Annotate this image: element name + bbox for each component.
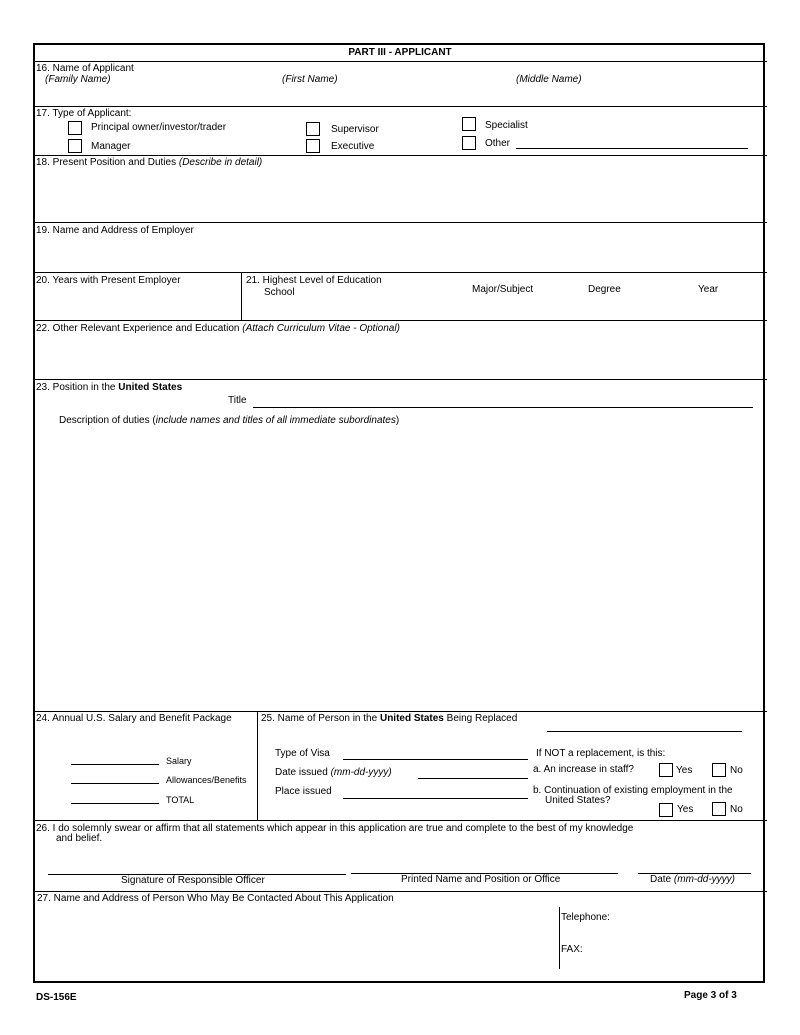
q16-label: 16. Name of Applicant — [36, 63, 134, 74]
printed-name-label: Printed Name and Position or Office — [401, 874, 561, 885]
increase-staff-yes-checkbox[interactable] — [659, 763, 673, 777]
place-issued-label: Place issued — [275, 786, 332, 797]
executive-checkbox[interactable] — [306, 139, 320, 153]
divider-q17 — [33, 155, 767, 156]
q26-date-label: Date (mm-dd-yyyy) — [650, 874, 736, 885]
q18-label: 18. Present Position and Duties (Describe in detail) — [36, 157, 263, 168]
other-checkbox[interactable] — [462, 136, 476, 150]
q21-major-label: Major/Subject — [472, 284, 534, 295]
q16-middle-name-label: (Middle Name) — [516, 74, 582, 85]
q23-description-input-area[interactable] — [40, 430, 760, 705]
visa-type-label: Type of Visa — [275, 748, 330, 759]
q21-label: 21. Highest Level of Education — [246, 275, 382, 286]
divider-q20-q21 — [241, 272, 242, 320]
q19-label: 19. Name and Address of Employer — [36, 225, 194, 236]
divider-q26 — [33, 891, 767, 892]
continuation-label-line1: b. Continuation of existing employment in the — [533, 785, 733, 796]
q16-first-name-label: (First Name) — [282, 74, 338, 85]
increase-staff-no-label: No — [730, 765, 743, 776]
q21-school-label: School — [264, 287, 295, 298]
divider-q18 — [33, 222, 767, 223]
continuation-yes-label: Yes — [677, 804, 694, 815]
divider-q20 — [33, 320, 767, 321]
part-title: PART III - APPLICANT — [348, 47, 452, 58]
divider-q24 — [33, 820, 767, 821]
continuation-yes-checkbox[interactable] — [659, 803, 673, 817]
q24-label: 24. Annual U.S. Salary and Benefit Package — [36, 713, 232, 724]
date-issued-label: Date issued (mm-dd-yyyy) — [275, 767, 392, 778]
q21-degree-label: Degree — [588, 284, 621, 295]
q23-title-label: Title — [228, 395, 247, 406]
total-input-line[interactable] — [71, 803, 159, 804]
form-number: DS-156E — [36, 992, 77, 1003]
principal-label: Principal owner/investor/trader — [91, 122, 227, 133]
supervisor-label: Supervisor — [331, 124, 379, 135]
q17-label: 17. Type of Applicant: — [36, 108, 132, 119]
total-label: TOTAL — [166, 795, 195, 805]
date-issued-input-line[interactable] — [418, 778, 528, 779]
increase-staff-no-checkbox[interactable] — [712, 763, 726, 777]
q22-label: 22. Other Relevant Experience and Education (Attach Curriculum Vitae - Optional) — [36, 323, 400, 334]
divider-part-header — [33, 61, 767, 62]
specialist-checkbox[interactable] — [462, 117, 476, 131]
q26-declaration-line1: 26. I do solemnly swear or affirm that all statements which appear in this application are true and complete to the best of my knowledge — [36, 823, 634, 834]
q23-description-label: Description of duties (include names and titles of all immediate subordinates) — [59, 415, 400, 426]
other-label: Other — [485, 138, 511, 149]
divider-q24-q25 — [257, 711, 258, 820]
replaced-person-input-line[interactable] — [547, 731, 742, 732]
manager-label: Manager — [91, 141, 131, 152]
q23-title-input-line[interactable] — [253, 407, 753, 408]
fax-label: FAX: — [561, 944, 583, 955]
continuation-no-label: No — [730, 804, 743, 815]
divider-q19 — [33, 272, 767, 273]
divider-q16 — [33, 106, 767, 107]
other-input-line[interactable] — [516, 148, 748, 149]
q18-input-area[interactable] — [36, 168, 761, 218]
increase-staff-label: a. An increase in staff? — [533, 764, 634, 775]
divider-q27-contact — [559, 907, 560, 969]
visa-type-input-line[interactable] — [343, 759, 528, 760]
signature-label: Signature of Responsible Officer — [121, 875, 265, 886]
allowances-label: Allowances/Benefits — [166, 775, 247, 785]
telephone-label: Telephone: — [561, 912, 610, 923]
salary-label: Salary — [166, 756, 192, 766]
salary-input-line[interactable] — [71, 764, 159, 765]
increase-staff-yes-label: Yes — [676, 765, 693, 776]
continuation-no-checkbox[interactable] — [712, 802, 726, 816]
q21-year-label: Year — [698, 284, 719, 295]
divider-q23 — [33, 711, 767, 712]
manager-checkbox[interactable] — [68, 139, 82, 153]
q25-label: 25. Name of Person in the United States Being Replaced — [261, 713, 518, 724]
page-number: Page 3 of 3 — [684, 990, 737, 1001]
q16-family-name-label: (Family Name) — [45, 74, 111, 85]
q27-label: 27. Name and Address of Person Who May Be Contacted About This Application — [37, 893, 394, 904]
specialist-label: Specialist — [485, 120, 528, 131]
place-issued-input-line[interactable] — [343, 798, 528, 799]
q26-declaration-line2: and belief. — [56, 833, 103, 844]
allowances-input-line[interactable] — [71, 783, 159, 784]
continuation-label-line2: United States? — [545, 795, 611, 806]
divider-q22 — [33, 379, 767, 380]
supervisor-checkbox[interactable] — [306, 122, 320, 136]
if-not-replacement-label: If NOT a replacement, is this: — [536, 748, 666, 759]
executive-label: Executive — [331, 141, 375, 152]
q20-label: 20. Years with Present Employer — [36, 275, 181, 286]
q22-input-area[interactable] — [36, 336, 761, 376]
q27-input-area[interactable] — [40, 908, 555, 978]
q19-input-area[interactable] — [36, 238, 761, 268]
q23-label: 23. Position in the United States — [36, 382, 183, 393]
principal-checkbox[interactable] — [68, 121, 82, 135]
